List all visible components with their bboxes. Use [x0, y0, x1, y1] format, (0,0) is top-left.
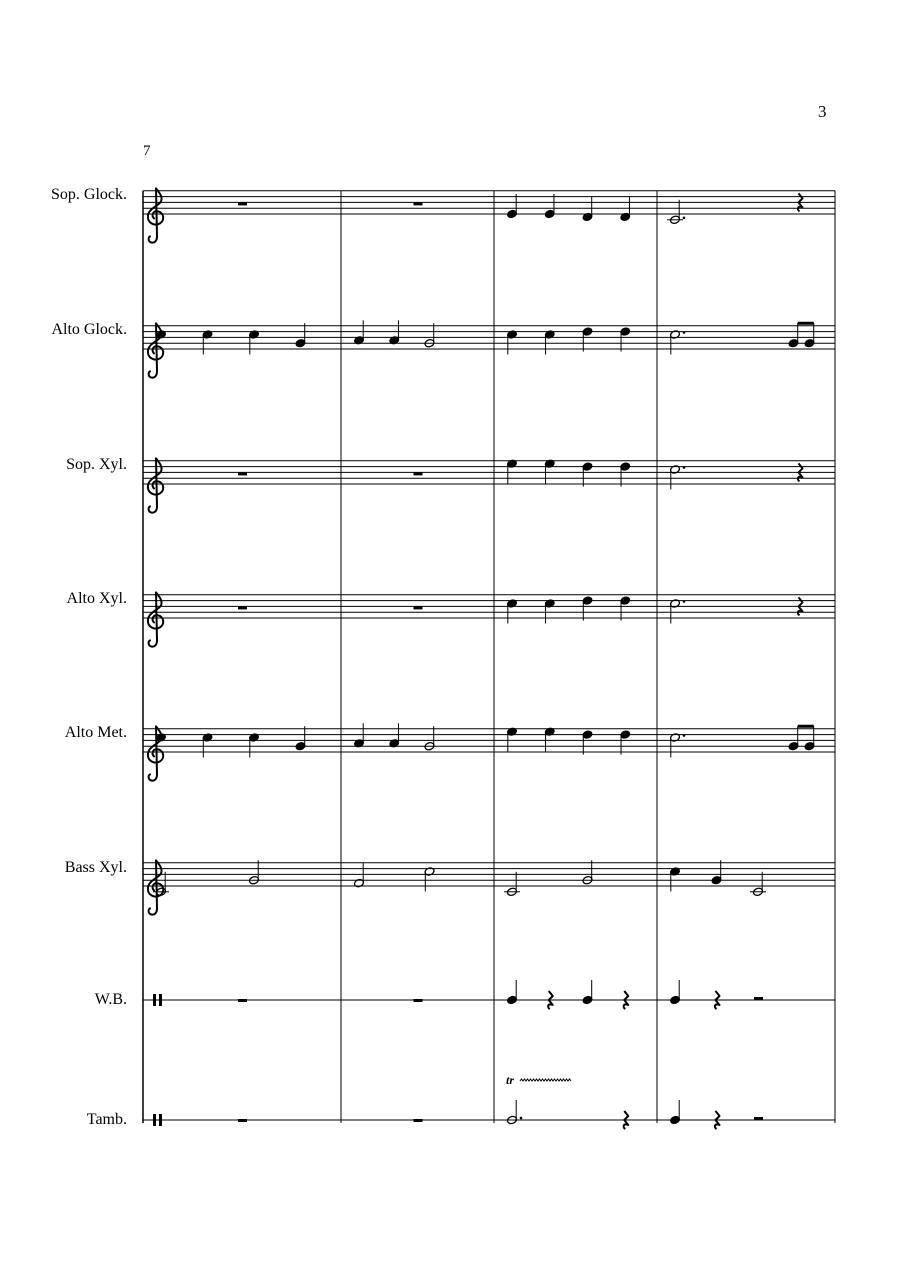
whole-rest	[414, 999, 423, 1002]
measure-number: 7	[143, 143, 151, 159]
half-rest	[754, 1117, 763, 1120]
instrument-label: Alto Met.	[64, 724, 127, 741]
trill-mark: tr	[506, 1073, 515, 1087]
instrument-label: Bass Xyl.	[64, 859, 127, 876]
augmentation-dot	[683, 734, 686, 737]
instrument-label: Tamb.	[86, 1111, 127, 1128]
whole-rest	[238, 472, 247, 475]
page-number: 3	[818, 102, 827, 121]
trill-line	[520, 1079, 571, 1081]
percussion-clef-icon	[153, 994, 156, 1006]
percussion-clef-icon	[153, 1114, 156, 1126]
instrument-label: W.B.	[94, 991, 127, 1008]
whole-rest	[414, 606, 423, 609]
augmentation-dot	[683, 466, 686, 469]
whole-rest	[238, 999, 247, 1002]
augmentation-dot	[683, 217, 686, 220]
instrument-label: Sop. Glock.	[51, 186, 127, 203]
percussion-clef-icon	[159, 1114, 162, 1126]
instrument-label: Alto Xyl.	[66, 590, 127, 607]
half-rest	[754, 997, 763, 1000]
augmentation-dot	[683, 331, 686, 334]
instrument-label: Alto Glock.	[51, 321, 127, 338]
whole-rest	[238, 606, 247, 609]
whole-rest	[238, 1119, 247, 1122]
percussion-clef-icon	[159, 994, 162, 1006]
whole-rest	[414, 472, 423, 475]
augmentation-dot	[683, 600, 686, 603]
augmentation-dot	[520, 1117, 523, 1120]
whole-rest	[238, 202, 247, 205]
whole-rest	[414, 202, 423, 205]
whole-rest	[414, 1119, 423, 1122]
instrument-label: Sop. Xyl.	[66, 456, 127, 473]
